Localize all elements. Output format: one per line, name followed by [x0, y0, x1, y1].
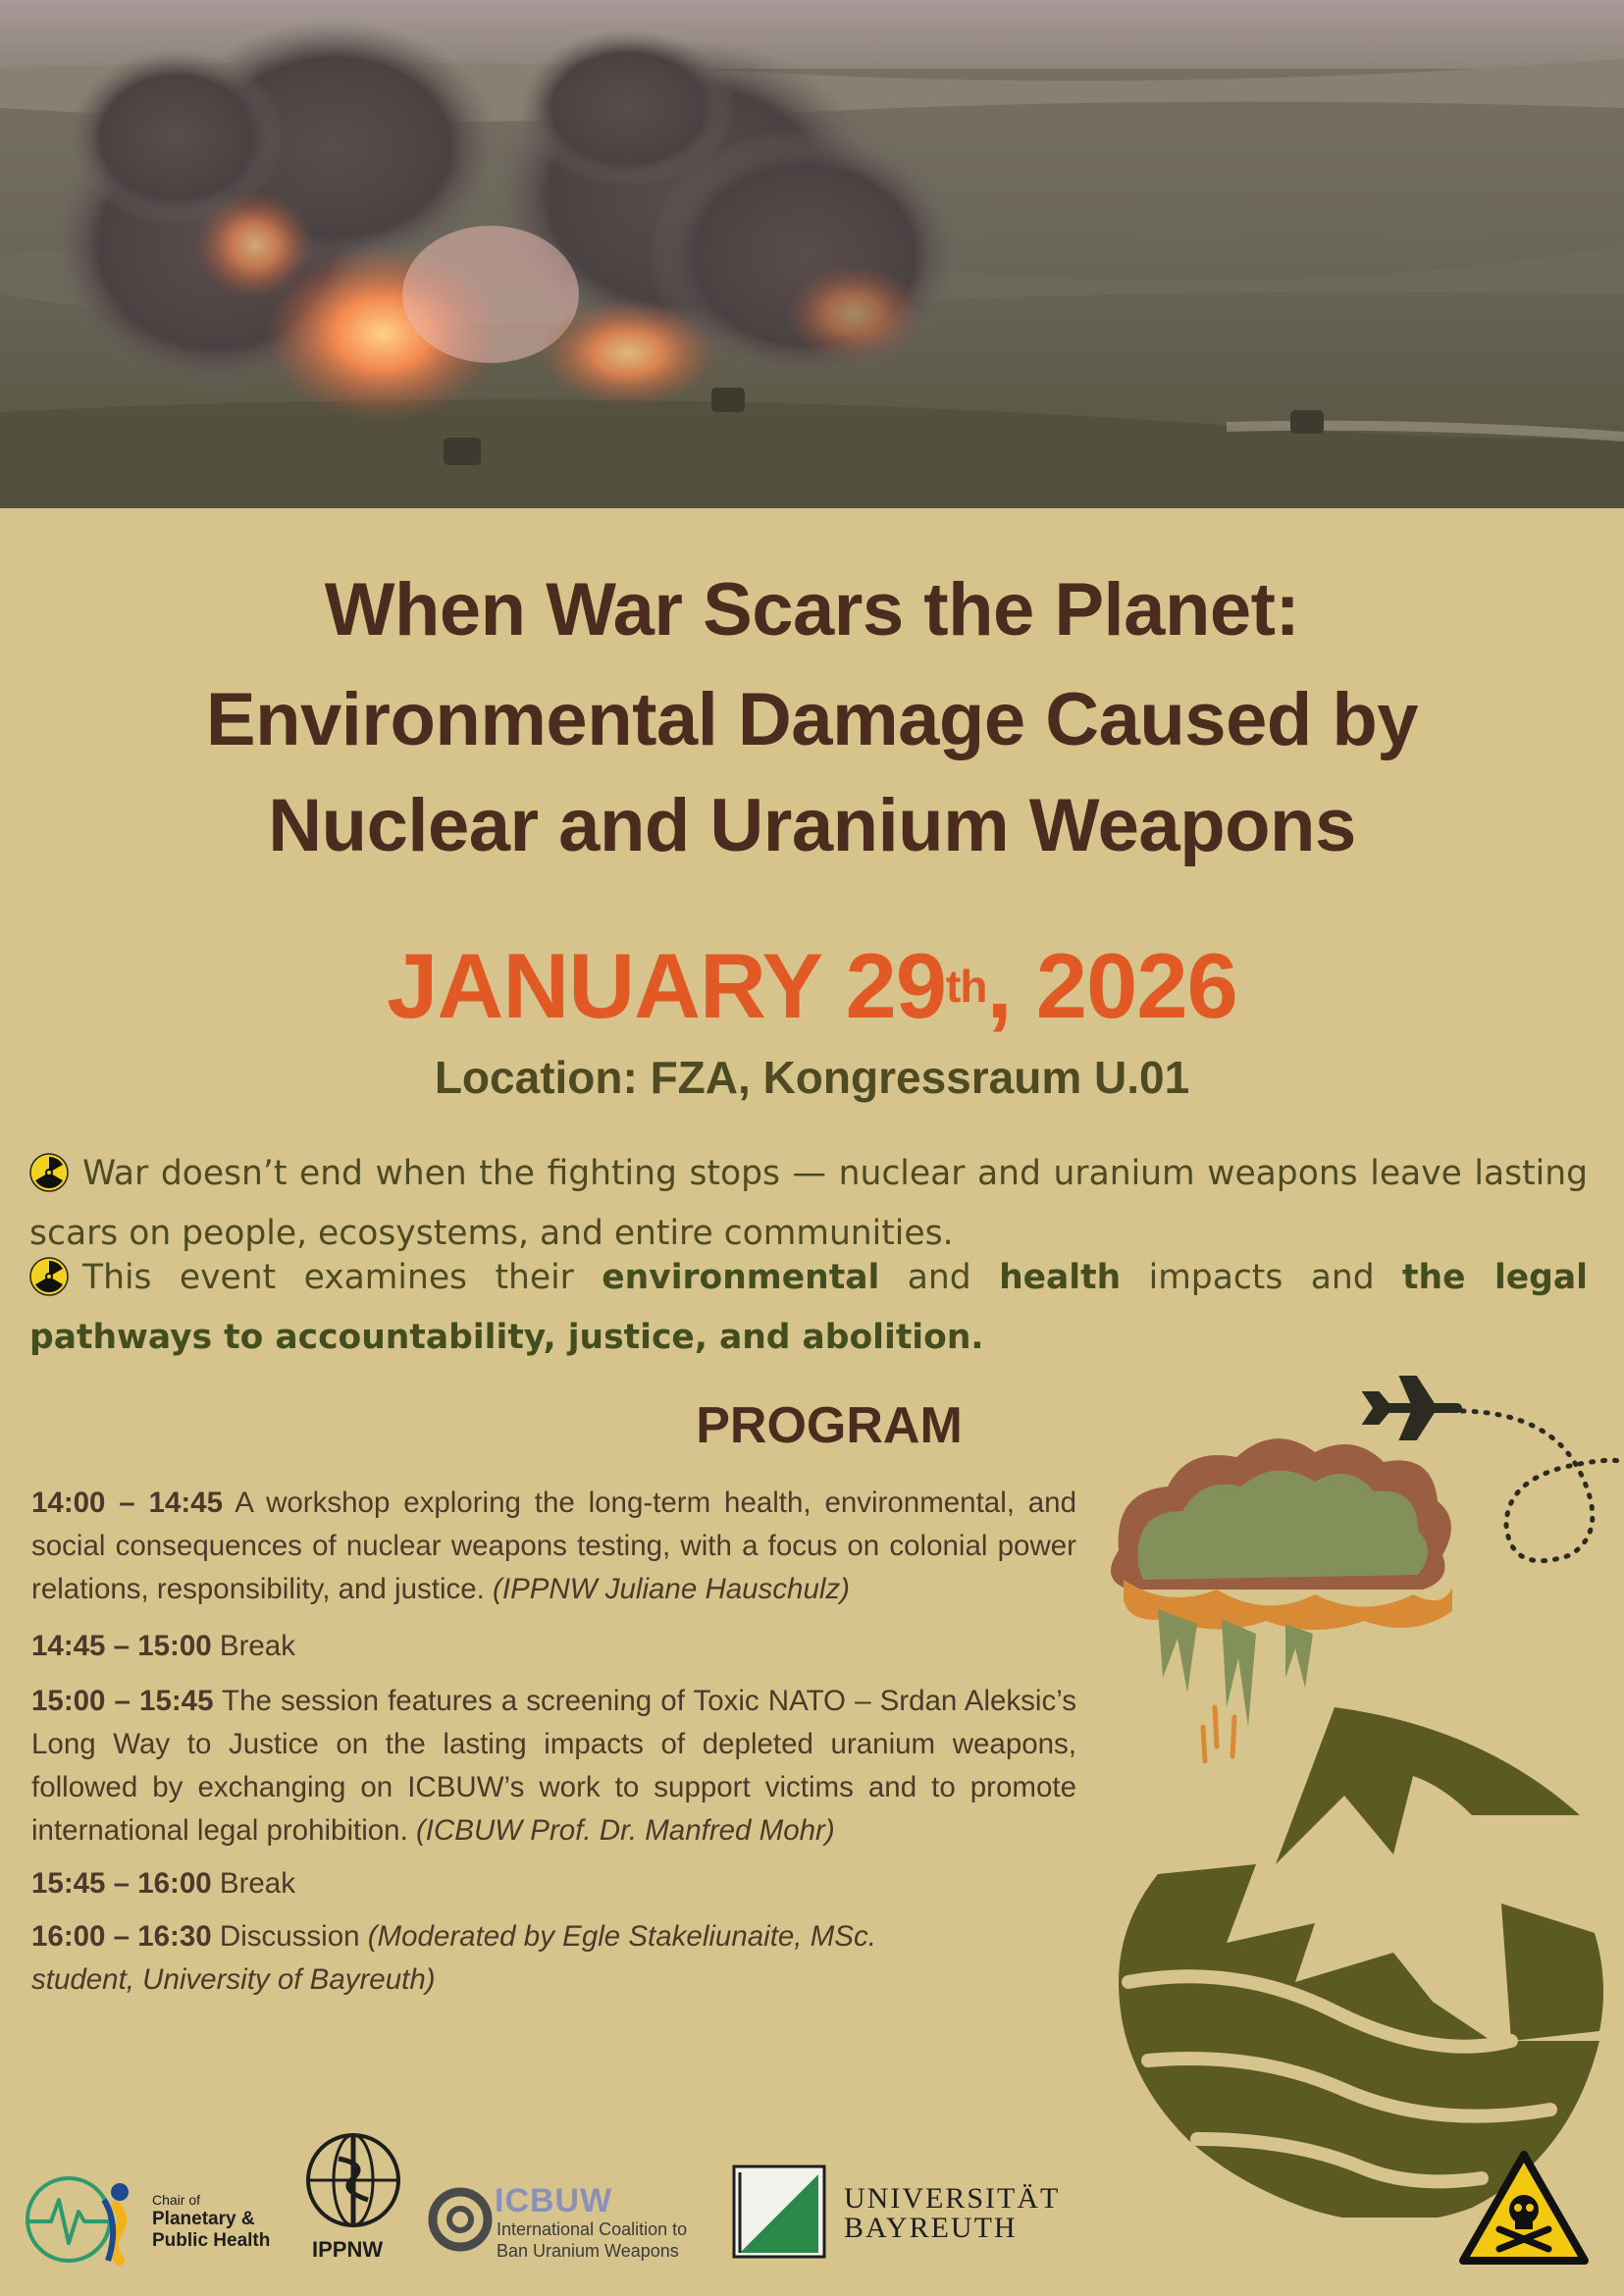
program-item — [31, 1482, 1076, 1611]
planetary-health-logo-text — [152, 2192, 270, 2252]
radiation-icon — [29, 1257, 69, 1312]
ippnw-logo-icon — [299, 2131, 407, 2229]
ippnw-logo-text: IPPNW — [312, 2237, 384, 2262]
radiation-icon — [29, 1153, 69, 1208]
intro-bold-environmental: environmental — [602, 1258, 880, 1297]
flight-path — [1462, 1411, 1624, 1561]
mushroom-cloud-icon — [1111, 1438, 1452, 1761]
toxic-warning-icon — [1458, 2149, 1591, 2267]
program-item — [31, 1625, 1076, 1668]
logo-planetary: Planetary & — [152, 2209, 255, 2229]
program-text: Break — [211, 1867, 295, 1900]
logo-chair-of: Chair of — [152, 2192, 201, 2208]
event-title-line-3: Nuclear and Uranium Weapons — [268, 784, 1356, 867]
program-text: The session features a screening of Toxic NATO – Srdan Aleksic’s Long Way to Justice on the lasting impacts of depleted uranium weapons, followed by exchanging on ICBUW’s work to support victims and to promote international legal prohibition. — [31, 1685, 1076, 1847]
icbuw-logo-line1: International Coalition to — [497, 2219, 688, 2239]
intro-paragraph-1 — [29, 1148, 1588, 1260]
program-text: Discussion — [211, 1920, 368, 1953]
hero-explosion-image — [0, 0, 1624, 508]
airplane-icon — [1371, 1381, 1457, 1435]
icbuw-logo-name: ICBUW — [495, 2182, 613, 2219]
date-year: , 2026 — [986, 934, 1237, 1037]
program-speaker: (IPPNW Juliane Hauschulz) — [493, 1573, 851, 1605]
bayreuth-line-1: UNIVERSITÄT — [844, 2182, 1061, 2215]
intro-text-2e: impacts and — [1121, 1258, 1403, 1297]
bayreuth-logo-text — [844, 2184, 1060, 2243]
bayreuth-line-2: BAYREUTH — [844, 2212, 1018, 2244]
intro-bold-health: health — [999, 1258, 1122, 1297]
date-ordinal: th — [946, 961, 987, 1012]
program-item — [31, 1862, 1076, 1905]
intro-text-2c: and — [879, 1258, 1000, 1297]
intro-bold-legal: the legal pathways to accountability, justice, and abolition. — [29, 1258, 1588, 1357]
program-item — [31, 1680, 1076, 1852]
program-time: 15:00 – 15:45 — [31, 1685, 214, 1717]
program-text: A workshop exploring the long-term health, environmental, and social consequences of nuclear weapons testing, with a focus on colonial power relations, responsibility, and justice. — [31, 1487, 1076, 1605]
program-speaker: (ICBUW Prof. Dr. Manfred Mohr) — [415, 1814, 835, 1847]
planetary-health-logo-icon — [22, 2170, 147, 2269]
broken-globe-illustration — [1021, 1354, 1624, 2218]
event-title-line-1: When War Scars the Planet: — [324, 568, 1300, 652]
intro-text-1: War doesn’t end when the fighting stops — nuclear and uranium weapons leave lasting scars on people, ecosystems, and entire communities. — [29, 1154, 1588, 1253]
program-time: 14:45 – 15:00 — [31, 1630, 212, 1662]
event-date — [0, 932, 1624, 1056]
program-text: Break — [211, 1630, 295, 1662]
date-main: JANUARY 29 — [387, 934, 947, 1037]
bayreuth-logo-icon — [732, 2165, 826, 2259]
intro-text-2a: This event examines their — [82, 1258, 602, 1297]
program-time: 14:00 – 14:45 — [31, 1487, 223, 1519]
program-item — [31, 1915, 915, 2002]
program-time: 15:45 – 16:00 — [31, 1867, 212, 1900]
icbuw-logo-icon — [427, 2186, 494, 2253]
program-time: 16:00 – 16:30 — [31, 1920, 212, 1953]
program-heading: PROGRAM — [696, 1397, 963, 1454]
icbuw-logo-line2: Ban Uranium Weapons — [497, 2241, 679, 2261]
event-title-line-2: Environmental Damage Caused by — [205, 678, 1419, 761]
intro-paragraph-2 — [29, 1252, 1588, 1364]
program-speaker: (Moderated by Egle Stakeliunaite, MSc. student, University of Bayreuth) — [31, 1920, 876, 1996]
logo-public-health: Public Health — [152, 2230, 271, 2251]
event-location: Location: FZA, Kongressraum U.01 — [434, 1052, 1190, 1103]
